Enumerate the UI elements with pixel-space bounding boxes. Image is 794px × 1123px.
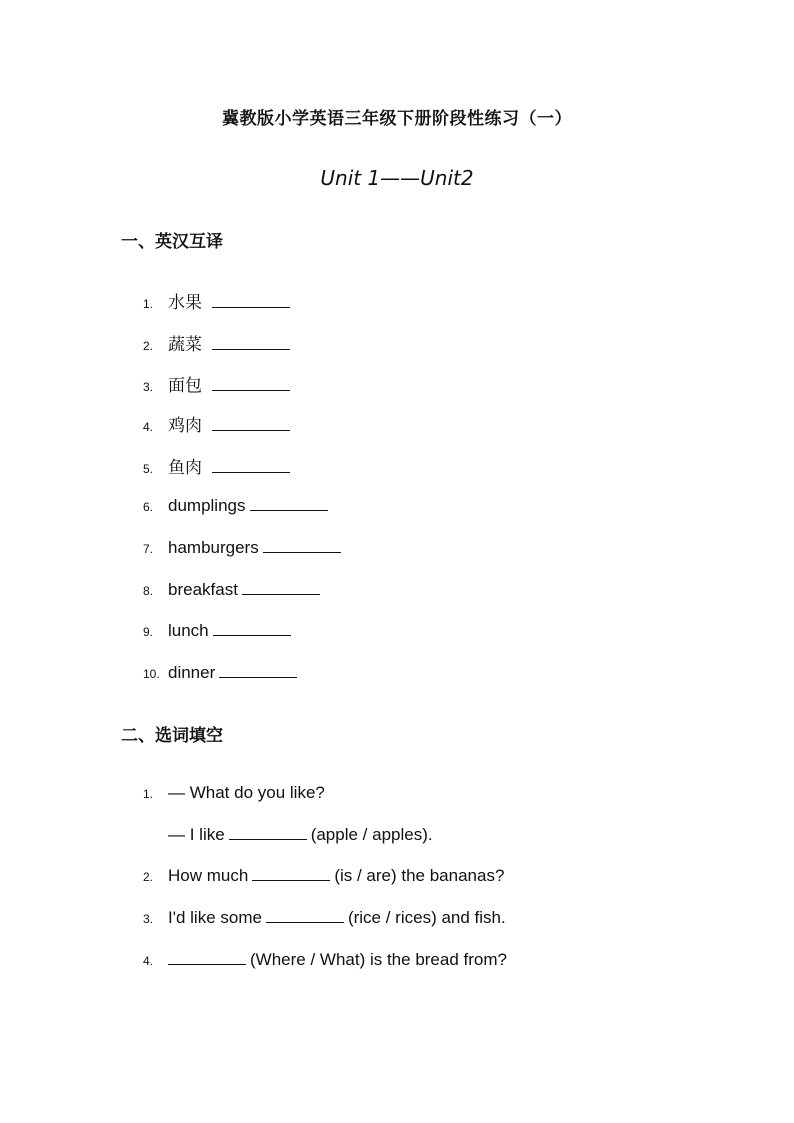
list-item <box>143 621 295 645</box>
answer-blank[interactable] <box>229 825 307 840</box>
answer-blank[interactable] <box>242 580 320 595</box>
section-heading-fill-in: 二、选词填空 <box>121 726 223 745</box>
item-text: 鸡肉 <box>168 416 202 435</box>
question-4 <box>143 950 507 974</box>
answer-blank[interactable] <box>212 293 290 308</box>
question-text-pre: I'd like some <box>168 908 262 927</box>
item-number: 3. <box>143 380 154 394</box>
question-2 <box>143 866 504 890</box>
item-number: 5. <box>143 462 154 476</box>
answer-blank[interactable] <box>250 496 328 511</box>
item-text: 鱼肉 <box>168 458 202 477</box>
item-number: 8. <box>143 584 154 598</box>
item-number: 1. <box>143 787 154 801</box>
question-3 <box>143 908 506 932</box>
list-item <box>143 453 294 477</box>
list-item <box>143 580 324 604</box>
page-title: 冀教版小学英语三年级下册阶段性练习（一） <box>222 109 572 128</box>
item-number: 7. <box>143 542 154 556</box>
question-1-line-1 <box>143 783 325 807</box>
page-subtitle: Unit 1——Unit2 <box>320 166 474 190</box>
answer-blank[interactable] <box>266 908 344 923</box>
list-item <box>143 288 294 312</box>
answer-blank[interactable] <box>213 621 291 636</box>
question-text-post: (Where / What) is the bread from? <box>250 950 507 969</box>
question-text-pre: How much <box>168 866 249 885</box>
answer-blank[interactable] <box>212 376 290 391</box>
item-number: 6. <box>143 500 154 514</box>
section-heading-translation: 一、英汉互译 <box>121 232 223 251</box>
item-text: 面包 <box>168 376 202 395</box>
answer-blank[interactable] <box>252 866 330 881</box>
question-text-post: (rice / rices) and fish. <box>347 908 506 927</box>
list-item <box>143 411 294 435</box>
answer-blank[interactable] <box>212 416 290 431</box>
item-number: 4. <box>143 420 154 434</box>
item-text: dinner <box>168 663 216 682</box>
item-number: 2. <box>143 870 154 884</box>
list-item <box>143 538 345 562</box>
list-item <box>143 330 294 354</box>
item-text: lunch <box>168 621 209 640</box>
list-item <box>143 496 332 520</box>
answer-blank[interactable] <box>263 538 341 553</box>
item-text: dumplings <box>168 496 246 515</box>
list-item <box>143 371 294 395</box>
question-text-post: (is / are) the bananas? <box>334 866 505 885</box>
item-number: 10. <box>143 667 160 681</box>
question-1-line-2 <box>143 825 433 849</box>
answer-blank[interactable] <box>212 335 290 350</box>
item-number: 3. <box>143 912 154 926</box>
item-number: 1. <box>143 297 154 311</box>
answer-blank[interactable] <box>168 950 246 965</box>
item-number: 2. <box>143 339 154 353</box>
answer-blank[interactable] <box>219 663 297 678</box>
item-text: 水果 <box>168 293 202 312</box>
item-number: 4. <box>143 954 154 968</box>
item-text: hamburgers <box>168 538 259 557</box>
question-text-post: (apple / apples). <box>310 825 433 844</box>
question-text-pre: — I like <box>168 825 225 844</box>
question-text: — What do you like? <box>168 783 325 802</box>
item-text: breakfast <box>168 580 238 599</box>
answer-blank[interactable] <box>212 458 290 473</box>
item-number: 9. <box>143 625 154 639</box>
list-item <box>143 663 301 687</box>
item-text: 蔬菜 <box>168 335 202 354</box>
